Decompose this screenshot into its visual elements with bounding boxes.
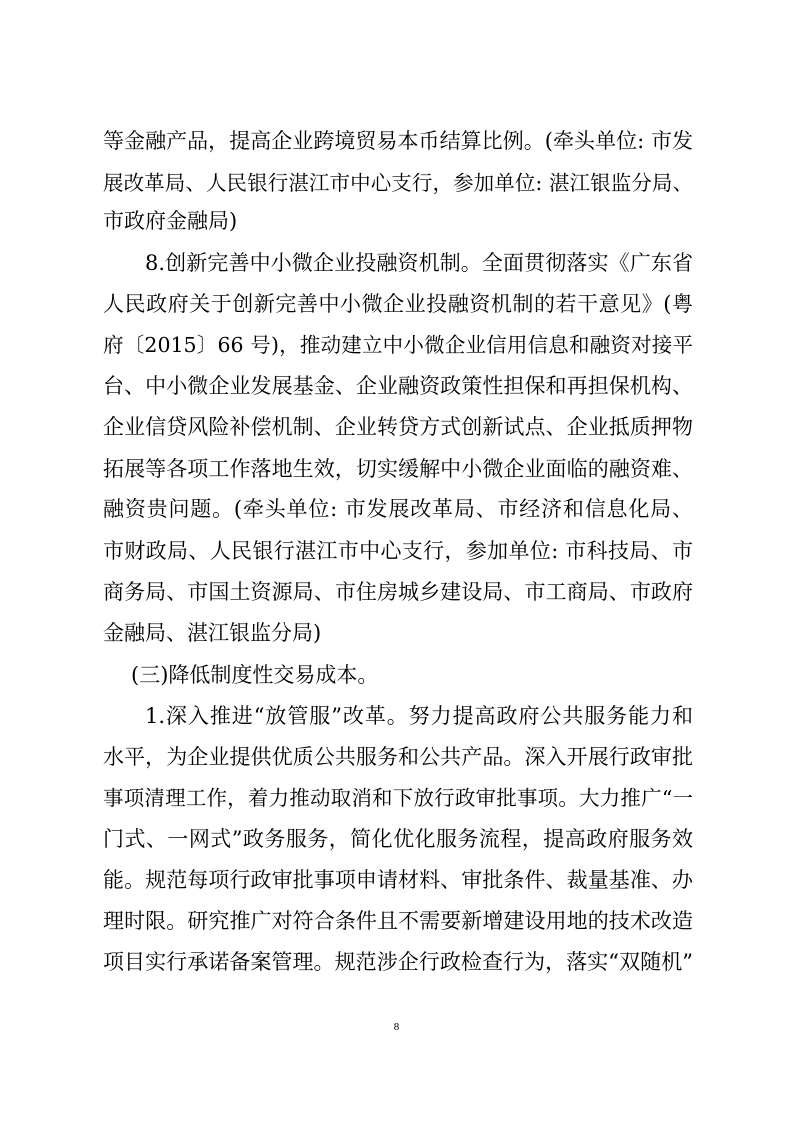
body-text-line: 府〔2015〕66 号)，推动建立中小微企业信用信息和融资对接平	[103, 333, 693, 357]
body-text-line: 市政府金融局)	[103, 209, 238, 233]
body-text-line: 展改革局、人民银行湛江市中心支行，参加单位: 湛江银监分局、	[103, 171, 693, 195]
body-text-line: 拓展等各项工作落地生效，切实缓解中小微企业面临的融资难、	[103, 457, 693, 481]
body-text-line: 能。规范每项行政审批事项申请材料、审批条件、裁量基准、办	[103, 868, 693, 892]
body-text-line: 等金融产品，提高企业跨境贸易本币结算比例。(牵头单位: 市发	[103, 129, 693, 153]
paragraph-heading-1: 1.深入推进“放管服”改革。努力提高政府公共服务能力和	[145, 704, 693, 728]
paragraph-heading-8: 8.创新完善中小微企业投融资机制。全面贯彻落实《广东省	[145, 251, 693, 275]
body-text-line: 人民政府关于创新完善中小微企业投融资机制的若干意见》(粤	[103, 292, 693, 316]
body-text-line: 商务局、市国土资源局、市住房城乡建设局、市工商局、市政府	[103, 580, 693, 604]
body-text-line: 项目实行承诺备案管理。规范涉企行政检查行为，落实“双随机”	[103, 950, 693, 974]
body-text-line: 融资贵问题。(牵头单位: 市发展改革局、市经济和信息化局、	[103, 497, 693, 521]
body-text-line: 金融局、湛江银监分局)	[103, 621, 322, 645]
body-text-line: 台、中小微企业发展基金、企业融资政策性担保和再担保机构、	[103, 374, 693, 398]
body-text-line: 市财政局、人民银行湛江市中心支行，参加单位: 市科技局、市	[103, 539, 693, 563]
section-heading-3: (三)降低制度性交易成本。	[131, 663, 379, 687]
body-text-line: 事项清理工作，着力推动取消和下放行政审批事项。大力推广“一	[103, 786, 693, 810]
body-text-line: 理时限。研究推广对符合条件且不需要新增建设用地的技术改造	[103, 909, 693, 933]
body-text-line: 水平，为企业提供优质公共服务和公共产品。深入开展行政审批	[103, 745, 693, 769]
body-text-line: 企业信贷风险补偿机制、企业转贷方式创新试点、企业抵质押物	[103, 415, 693, 439]
body-text-line: 门式、一网式”政务服务，简化优化服务流程，提高政府服务效	[103, 827, 693, 851]
page-number: 8	[393, 1021, 400, 1033]
